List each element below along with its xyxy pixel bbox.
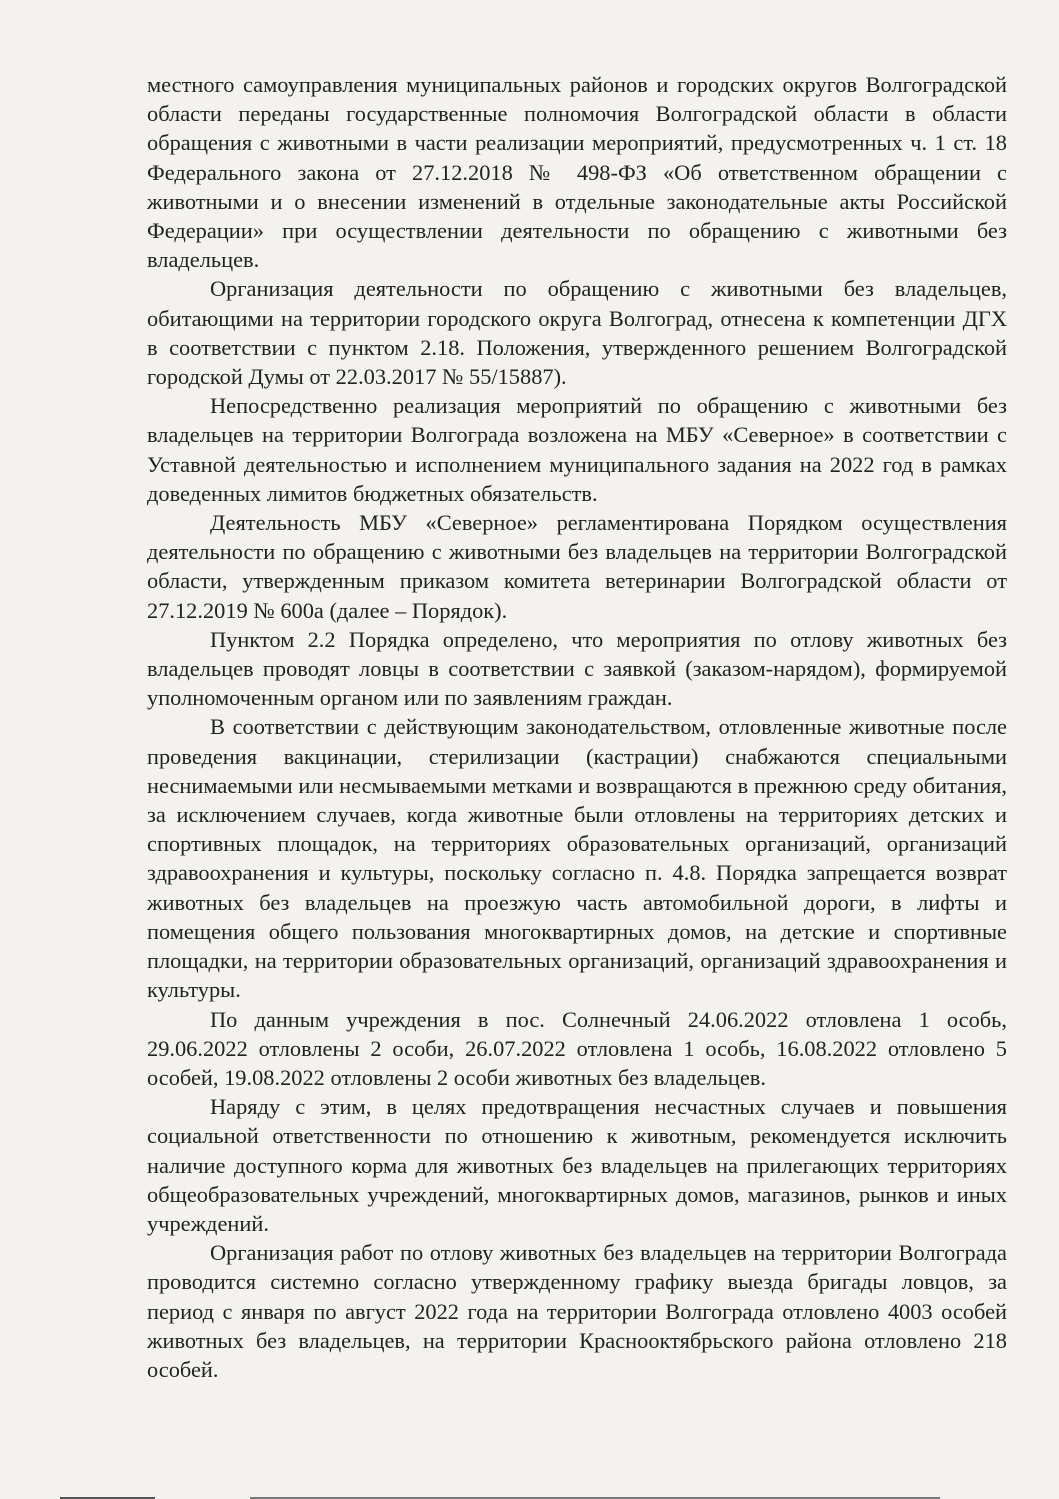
paragraph-return-rules: В соответствии с действующим законодательством, отловленные животные после проведения вакцинации, стерилизации (кастрации) снабжаются специальными неснимаемыми или несмываемыми метками и возвращаются в прежнюю среду обитания, за исключением случаев, когда животные были отловлены на территориях детских и спортивных площадок, на территориях образовательных организаций, организаций здравоохранения и культуры, поскольку согласно п. 4.8. Порядка запрещается возврат животных без владельцев на проезжую часть автомобильной дороги, в лифты и помещения общего пользования многоквартирных домов, на детские и спортивные площадки, на территории образовательных организаций, организаций здравоохранения и культуры.	[147, 714, 1007, 1003]
paragraph-statistics: Организация работ по отлову животных без владельцев на территории Волгограда проводится системно согласно утвержденному графику выезда бригады ловцов, за период с января по август 2022 года на территории Волгограда отловлено 4003 особей животных без владельцев, на территории Краснооктябрьского района отловлено 218 особей.	[147, 1240, 1007, 1382]
paragraph-regulation-order: Деятельность МБУ «Северное» регламентирована Порядком осуществления деятельности по обращению с животными без владельцев на территории Волгоградской области, утвержденным приказом комитета ветеринарии Волгоградской области от 27.12.2019 № 600а (далее – Порядок).	[147, 510, 1007, 623]
paragraph-recommendation: Наряду с этим, в целях предотвращения несчастных случаев и повышения социальной ответственности по отношению к животным, рекомендуется исключить наличие доступного корма для животных без владельцев на прилегающих территориях общеобразовательных учреждений, многоквартирных домов, магазинов, рынков и иных учреждений.	[147, 1094, 1007, 1236]
paragraph-catching-procedure: Пунктом 2.2 Порядка определено, что мероприятия по отлову животных без владельцев проводят ловцы в соответствии с заявкой (заказом-нарядом), формируемой уполномоченным органом или по заявлениям граждан.	[147, 626, 1007, 711]
paragraph-solnechny-data: По данным учреждения в пос. Солнечный 24.06.2022 отловлена 1 особь, 29.06.2022 отловлены 2 особи, 26.07.2022 отловлена 1 особь, 16.08.2022 отловлено 5 особей, 19.08.2022 отловлены 2 особи животных без владельцев.	[147, 1006, 1007, 1090]
paragraph-continuation: местного самоуправления муниципальных районов и городских округов Волгоградской области переданы государственные полномочия Волгоградской области в области обращения с животными в части реализации мероприятий, предусмотренных ч. 1 ст. 18 Федерального закона от 27.12.2018 № 498-ФЗ «Об ответственном обращении с животными и о внесении изменений в отдельные законодательные акты Российской Федерации» при осуществлении деятельности по обращению с животными без владельцев.	[147, 72, 1007, 273]
paragraph-mbu-severnoe: Непосредственно реализация мероприятий по обращению с животными без владельцев на территории Волгограда возложена на МБУ «Северное» в соответствии с Уставной деятельностью и исполнением муниципального задания на 2022 год в рамках доведенных лимитов бюджетных обязательств.	[147, 393, 1007, 506]
document-body	[147, 70, 1007, 1384]
paragraph-dgh-competence: Организация деятельности по обращению с животными без владельцев, обитающими на территории городского округа Волгоград, отнесена к компетенции ДГХ в соответствии с пунктом 2.18. Положения, утвержденного решением Волгоградской городской Думы от 22.03.2017 № 55/15887).	[147, 276, 1007, 390]
